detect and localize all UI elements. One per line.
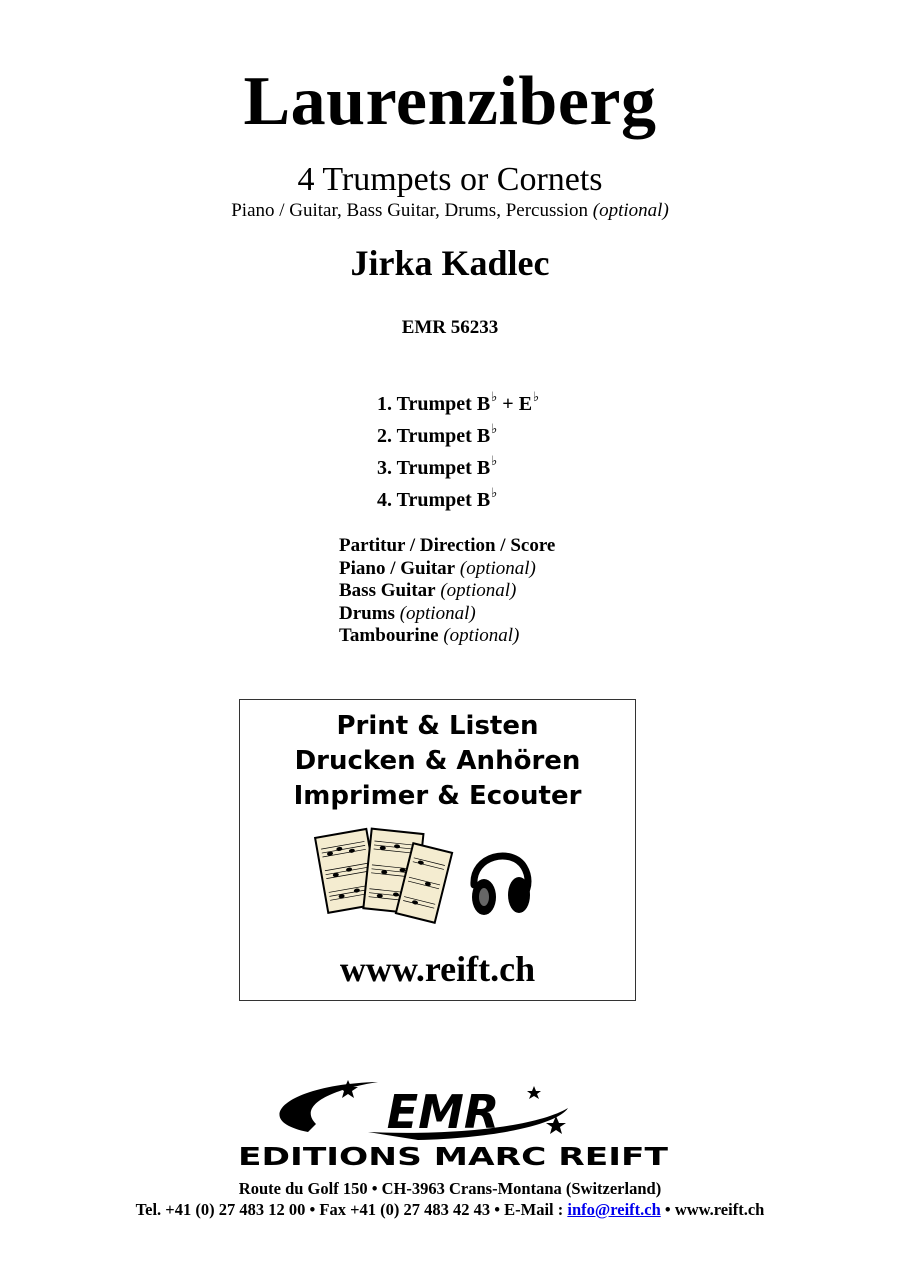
emr-logo [238,1076,668,1171]
logo-letters: EMR [386,1085,500,1139]
fax-number: Fax +41 (0) 27 483 42 43 [319,1200,491,1219]
subtitle: 4 Trumpets or Cornets [297,161,603,198]
score-item: Partitur / Direction / Score [339,535,556,556]
score-item: Tambourine (optional) [339,625,520,647]
website-link[interactable]: www.reift.ch [674,1200,765,1219]
part-item: 1. Trumpet B♭ + E♭ [377,389,540,415]
promo-line-german: Drucken & Anhören [294,746,581,776]
score-item: Bass Guitar (optional) [339,580,517,602]
headphones-icon [472,856,530,915]
part-item: 3. Trumpet B♭ [377,453,498,479]
promo-url[interactable]: www.reift.ch [339,949,536,989]
part-item: 2. Trumpet B♭ [377,421,498,447]
print-listen-box [239,699,636,1001]
instrumentation-text: Piano / Guitar, Bass Guitar, Drums, Percussion [231,200,589,221]
promo-line-french: Imprimer & Ecouter [293,781,582,811]
star-icon [338,1080,358,1098]
publisher-address: Route du Golf 150 • CH-3963 Crans-Montana (Switzerland) [238,1179,662,1198]
composer-name: Jirka Kadlec [350,243,550,283]
email-label: E-Mail : [504,1200,564,1219]
part-item: 4. Trumpet B♭ [377,485,498,511]
publisher-name: EDITIONS MARC REIFT [238,1142,668,1171]
scores-list [339,535,555,648]
star-icon [527,1086,541,1099]
page-title: Laurenziberg [243,63,657,140]
sheet-music-icon [315,829,452,923]
instrumentation-optional: (optional) [592,200,669,221]
catalog-number: EMR 56233 [401,317,499,338]
phone-number: Tel. +41 (0) 27 483 12 00 [135,1200,306,1219]
email-link[interactable]: info@reift.ch [567,1200,661,1219]
instrumentation-line [0,199,900,223]
score-item: Piano / Guitar (optional) [339,557,536,579]
score-item: Drums (optional) [339,602,476,624]
promo-illustration [312,825,562,925]
promo-line-english: Print & Listen [336,711,539,741]
parts-list [377,389,539,517]
contact-line: Tel. +41 (0) 27 483 12 00 • Fax +41 (0) 27 483 42 43 • E-Mail : info@reift.ch • www.reift.ch [135,1200,765,1219]
